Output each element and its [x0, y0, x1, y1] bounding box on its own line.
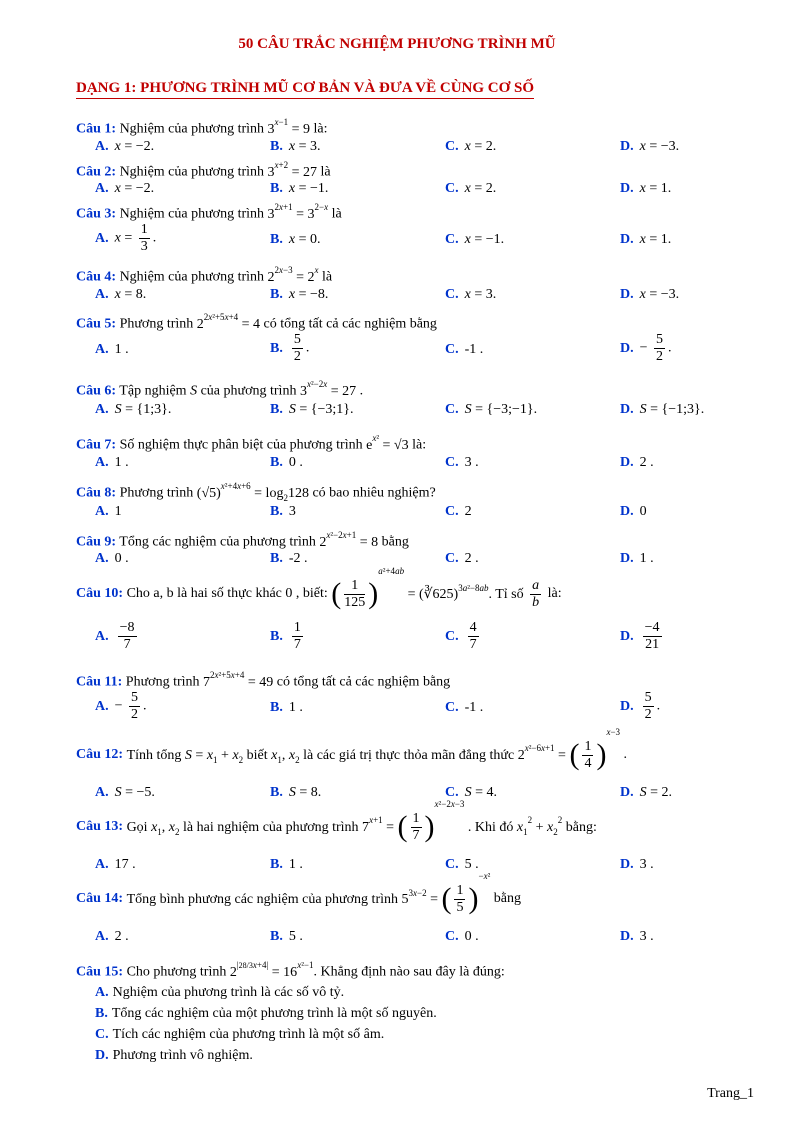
option-b[interactable]: B. -2 . [270, 551, 308, 566]
question-1: Câu 1: Nghiệm của phương trình $3^{x-1} = 9$ là: [76, 117, 328, 137]
question-6: Câu 6: Tập nghiệm S của phương trình $3^{x^2-2x} = 27$ . [76, 379, 364, 399]
option-a[interactable]: A. 0 . [95, 551, 129, 566]
option-a[interactable]: A. 1 . [95, 342, 129, 357]
option-b[interactable]: B. x = −8. [270, 287, 329, 302]
question-3: Câu 3: Nghiệm của phương trình $3^{2x+1} = 3^{2-x}$ là [76, 202, 342, 222]
question-8: Câu 8: Phương trình $(√5)^{x^2+4x+6} = \log_2128$ có bao nhiêu nghiệm? [76, 481, 436, 503]
q6-options [0, 402, 794, 422]
option-d[interactable]: D. x = −3. [620, 287, 680, 302]
option-a[interactable]: A. 1 [95, 504, 122, 519]
q1-options [0, 139, 794, 159]
option-c[interactable]: C. x = 2. [445, 181, 497, 196]
option-c[interactable]: C. S = 4. [445, 785, 498, 800]
option-c[interactable]: C. 5 . [445, 857, 479, 872]
question-12: Câu 12: Tính tổng $S = x_1 + x_2$ biết $x_1$, $x_2$ là các giá trị thực thỏa mãn đẳng thức $2^{x^2-6x+1}$ = ( $\frac{1}{4}$ )$^{x-3}$ . [76, 726, 628, 771]
question-10: Câu 10: Cho a, b là hai số thực khác 0 , biết: ( $\frac{1}{125}$ )$^{a^2+4ab}$ = (∛625)$^{3a^2-8ab}$. Tỉ số $\frac{a}{b}$ là: [76, 565, 562, 610]
q3-options [0, 222, 794, 262]
option-a[interactable]: A. S = {1;3}. [95, 402, 172, 417]
option-b[interactable]: B. Tổng các nghiệm của một phương trình là một số nguyên. [95, 1006, 437, 1021]
question-11: Câu 11: Phương trình $7^{2x^2+5x+4} = 49$ có tổng tất cả các nghiệm bằng [76, 670, 451, 690]
q11-options [0, 690, 794, 730]
option-a[interactable]: A. 1 . [95, 455, 129, 470]
option-c[interactable]: C. $\frac{4}{7}$ [445, 620, 477, 652]
option-d[interactable]: D. 2 . [620, 455, 654, 470]
option-a[interactable]: A. − $\frac{5}{2}$ . [95, 690, 147, 722]
option-b[interactable]: B. 3 [270, 504, 296, 519]
option-c[interactable]: C. -1 . [445, 700, 484, 715]
option-b[interactable]: B. 1 . [270, 700, 303, 715]
document-title: 50 CÂU TRẮC NGHIỆM PHƯƠNG TRÌNH MŨ [238, 36, 556, 52]
option-d[interactable]: D. 0 [620, 504, 647, 519]
question-13: Câu 13: Gọi $x_1$, $x_2$ là hai nghiệm của phương trình $7^{x+1}$ = ( $\frac{1}{7}$ )$^{x^2-2x-3}$ . Khi đó $x_1^2 + x_2^2$ bằng: [76, 798, 597, 843]
q2-options [0, 181, 794, 201]
option-a[interactable]: A. Nghiệm của phương trình là các số vô tỷ. [95, 985, 345, 1000]
q8-options [0, 504, 794, 524]
question-9: Câu 9: Tổng các nghiệm của phương trình $2^{x^2-2x+1} = 8$ bằng [76, 530, 409, 550]
option-b[interactable]: B. x = 0. [270, 232, 321, 247]
option-d[interactable]: D. Phương trình vô nghiệm. [95, 1048, 253, 1063]
q4-options [0, 287, 794, 307]
option-c[interactable]: C. 2 [445, 504, 472, 519]
option-b[interactable]: B. S = {−3;1}. [270, 402, 354, 417]
option-c[interactable]: C. S = {−3;−1}. [445, 402, 538, 417]
option-c[interactable]: C. 2 . [445, 551, 479, 566]
option-c[interactable]: C. -1 . [445, 342, 484, 357]
option-d[interactable]: D. x = −3. [620, 139, 680, 154]
option-d[interactable]: D. 1 . [620, 551, 654, 566]
option-b[interactable]: B. S = 8. [270, 785, 322, 800]
option-a[interactable]: A. x = −2. [95, 139, 155, 154]
option-b[interactable]: B. x = 3. [270, 139, 321, 154]
option-d[interactable]: D. 3 . [620, 929, 654, 944]
question-15: Câu 15: Cho phương trình $2^{|28/3x+4|} = 16^{x^2-1}$. Khẳng định nào sau đây là đúng: [76, 960, 505, 980]
option-d[interactable]: D. $\frac{-4}{21}$ [620, 620, 660, 652]
option-d[interactable]: D. x = 1. [620, 181, 672, 196]
option-a[interactable]: A. $\frac{-8}{7}$ [95, 620, 135, 652]
option-a[interactable]: A. x = 8. [95, 287, 147, 302]
q7-options [0, 455, 794, 475]
option-a[interactable]: A. S = −5. [95, 785, 155, 800]
q12-options [0, 785, 794, 805]
option-a[interactable]: A. x = −2. [95, 181, 155, 196]
q14-options [0, 929, 794, 949]
question-2: Câu 2: Nghiệm của phương trình $3^{x+2} = 27$ là [76, 160, 331, 180]
question-4: Câu 4: Nghiệm của phương trình $2^{2x-3} = 2^x$ là [76, 265, 333, 285]
option-b[interactable]: B. 0 . [270, 455, 303, 470]
option-c[interactable]: C. x = 3. [445, 287, 497, 302]
option-b[interactable]: B. x = −1. [270, 181, 329, 196]
option-d[interactable]: D. $\frac{5}{2}$ . [620, 690, 661, 722]
section-title: DẠNG 1: PHƯƠNG TRÌNH MŨ CƠ BẢN VÀ ĐƯA VỀ CÙNG CƠ SỐ [76, 80, 534, 99]
option-d[interactable]: D. S = 2. [620, 785, 673, 800]
q10-options [0, 620, 794, 660]
option-d[interactable]: D. x = 1. [620, 232, 672, 247]
option-d[interactable]: D. − $\frac{5}{2}$ . [620, 332, 672, 364]
question-14: Câu 14: Tổng bình phương các nghiệm của phương trình $5^{3x-2}$ = ( $\frac{1}{5}$ )$^{-x^2}$ bằng [76, 870, 521, 915]
option-d[interactable]: D. S = {−1;3}. [620, 402, 705, 417]
q13-options [0, 857, 794, 877]
option-b[interactable]: B. 5 . [270, 929, 303, 944]
question-5: Câu 5: Phương trình $2^{2x^2+5x+4} = 4$ có tổng tất cả các nghiệm bằng [76, 312, 437, 332]
q5-options [0, 332, 794, 372]
question-label: Câu 1: [76, 121, 117, 137]
option-b[interactable]: B. $\frac{1}{7}$ [270, 620, 301, 652]
option-b[interactable]: B. $\frac{5}{2}$ . [270, 332, 310, 364]
option-c[interactable]: C. Tích các nghiệm của phương trình là một số âm. [95, 1027, 385, 1042]
option-a[interactable]: A. 17 . [95, 857, 136, 872]
option-a[interactable]: A. 2 . [95, 929, 129, 944]
option-a[interactable]: A. x = $\frac{1}{3}$ . [95, 222, 157, 254]
option-c[interactable]: C. 0 . [445, 929, 479, 944]
question-7: Câu 7: Số nghiệm thực phân biệt của phương trình $e^{x^2} = √3$ là: [76, 433, 427, 453]
page-footer: Trang_1 [707, 1086, 754, 1101]
option-c[interactable]: C. x = −1. [445, 232, 505, 247]
option-b[interactable]: B. 1 . [270, 857, 303, 872]
option-c[interactable]: C. x = 2. [445, 139, 497, 154]
option-c[interactable]: C. 3 . [445, 455, 479, 470]
option-d[interactable]: D. 3 . [620, 857, 654, 872]
